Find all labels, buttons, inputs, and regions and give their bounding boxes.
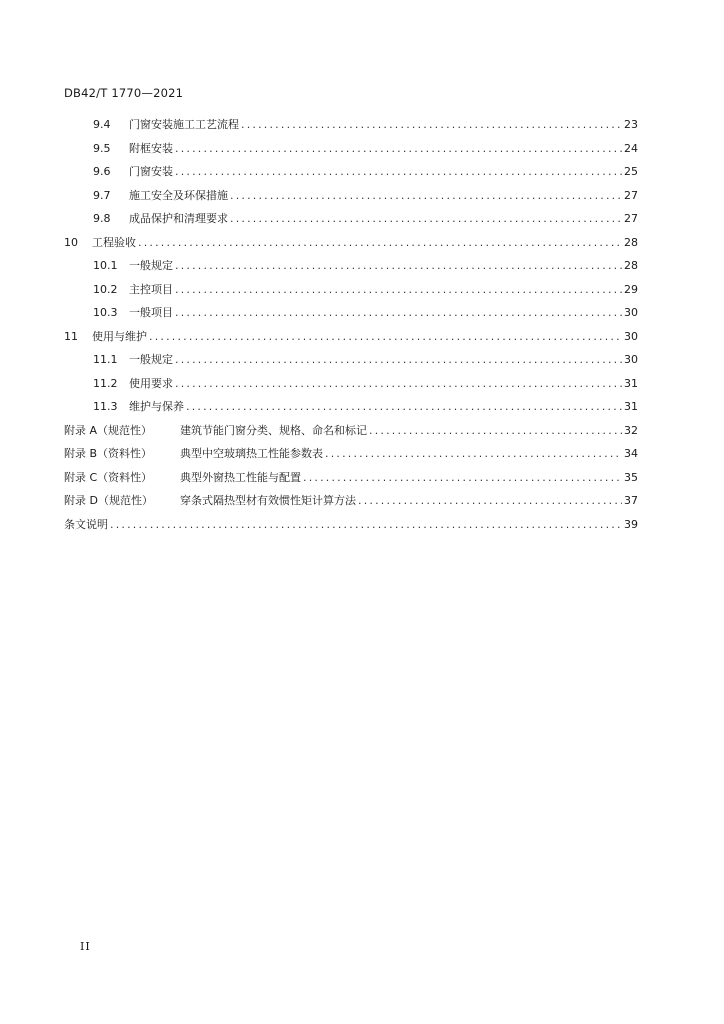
toc-entry-page-number: 37 (624, 494, 638, 507)
toc-entry[interactable] (93, 210, 638, 228)
toc-entry[interactable] (64, 328, 638, 346)
toc-dot-leader (186, 398, 622, 416)
toc-entry-number: 10.3 (93, 306, 118, 319)
toc-dot-leader (358, 492, 622, 510)
toc-entry-number: 附录 A（规范性） (64, 423, 153, 437)
document-code: DB42/T 1770—2021 (64, 86, 184, 100)
toc-entry[interactable] (64, 234, 638, 252)
toc-entry[interactable] (93, 375, 638, 393)
toc-entry-number: 附录 C（资料性） (64, 470, 153, 484)
toc-entry[interactable] (93, 140, 638, 158)
toc-entry-page-number: 28 (624, 259, 638, 272)
toc-entry-title: 成品保护和清理要求 (129, 212, 228, 225)
toc-entry-page-number: 30 (624, 353, 638, 366)
toc-entry-number: 10 (64, 235, 78, 249)
toc-entry-number: 10.2 (93, 282, 118, 296)
toc-entry[interactable] (93, 398, 638, 416)
toc-entry-number: 11.1 (93, 353, 118, 366)
toc-entry-title: 一般项目 (129, 306, 173, 319)
toc-entry-title: 主控项目 (129, 282, 173, 296)
toc-entry-title: 使用要求 (129, 376, 173, 390)
toc-dot-leader (325, 445, 622, 463)
toc-entry-title: 建筑节能门窗分类、规格、命名和标记 (180, 423, 367, 437)
toc-entry[interactable] (93, 281, 638, 299)
toc-entry-number: 9.5 (93, 141, 111, 155)
toc-dot-leader (175, 281, 622, 299)
toc-entry[interactable] (64, 516, 638, 534)
toc-dot-leader (241, 116, 622, 134)
toc-dot-leader (230, 210, 622, 228)
toc-entry-page-number: 39 (624, 517, 638, 531)
toc-entry-page-number: 27 (624, 188, 638, 202)
toc-entry-number: 11.2 (93, 376, 118, 390)
toc-entry-title: 工程验收 (92, 235, 136, 249)
toc-entry[interactable] (93, 304, 638, 322)
toc-entry-title: 门窗安装 (129, 165, 173, 178)
toc-entry-page-number: 25 (624, 165, 638, 178)
toc-entry-number: 附录 B（资料性） (64, 447, 153, 460)
toc-dot-leader (149, 328, 622, 346)
toc-entry[interactable] (64, 492, 638, 510)
toc-dot-leader (175, 375, 622, 393)
toc-entry-page-number: 23 (624, 118, 638, 131)
toc-dot-leader (138, 234, 622, 252)
toc-entry-title: 使用与维护 (92, 329, 147, 343)
toc-entry[interactable] (93, 163, 638, 181)
toc-entry-title: 条文说明 (64, 517, 108, 531)
toc-entry-number: 9.8 (93, 212, 111, 225)
toc-entry-number: 11.3 (93, 400, 118, 413)
toc-dot-leader (110, 516, 622, 534)
toc-entry-title: 附框安装 (129, 141, 173, 155)
toc-entry-page-number: 35 (624, 470, 638, 484)
toc-entry-page-number: 31 (624, 400, 638, 413)
toc-entry-title: 施工安全及环保措施 (129, 188, 228, 202)
toc-entry-page-number: 32 (624, 423, 638, 437)
toc-entry-number: 9.6 (93, 165, 111, 178)
toc-entry-number: 附录 D（规范性） (64, 494, 153, 507)
toc-dot-leader (175, 351, 622, 369)
toc-dot-leader (303, 469, 622, 487)
toc-entry-number: 11 (64, 329, 78, 343)
toc-entry-title: 一般规定 (129, 259, 173, 272)
toc-entry-page-number: 29 (624, 282, 638, 296)
toc-dot-leader (175, 163, 622, 181)
toc-entry[interactable] (64, 469, 638, 487)
toc-entry-page-number: 28 (624, 235, 638, 249)
toc-entry[interactable] (64, 422, 638, 440)
toc-entry-title: 典型外窗热工性能与配置 (180, 470, 301, 484)
toc-entry[interactable] (93, 116, 638, 134)
toc-entry-number: 9.4 (93, 118, 111, 131)
toc-entry-title: 穿条式隔热型材有效惯性矩计算方法 (180, 494, 356, 507)
toc-dot-leader (369, 422, 622, 440)
toc-entry-title: 维护与保养 (129, 400, 184, 413)
toc-entry-page-number: 30 (624, 306, 638, 319)
toc-entry-title: 门窗安装施工工艺流程 (129, 118, 239, 131)
toc-dot-leader (230, 187, 622, 205)
toc-dot-leader (175, 304, 622, 322)
page-number-footer: II (80, 940, 91, 953)
toc-entry-title: 典型中空玻璃热工性能参数表 (180, 447, 323, 460)
toc-entry-page-number: 34 (624, 447, 638, 460)
toc-dot-leader (175, 140, 622, 158)
toc-entry-page-number: 31 (624, 376, 638, 390)
toc-entry-title: 一般规定 (129, 353, 173, 366)
toc-entry-number: 10.1 (93, 259, 118, 272)
toc-entry-page-number: 27 (624, 212, 638, 225)
toc-entry[interactable] (64, 445, 638, 463)
toc-entry-page-number: 24 (624, 141, 638, 155)
toc-entry[interactable] (93, 187, 638, 205)
toc-entry[interactable] (93, 351, 638, 369)
toc-dot-leader (175, 257, 622, 275)
toc-entry-page-number: 30 (624, 329, 638, 343)
toc-entry[interactable] (93, 257, 638, 275)
toc-entry-number: 9.7 (93, 188, 111, 202)
